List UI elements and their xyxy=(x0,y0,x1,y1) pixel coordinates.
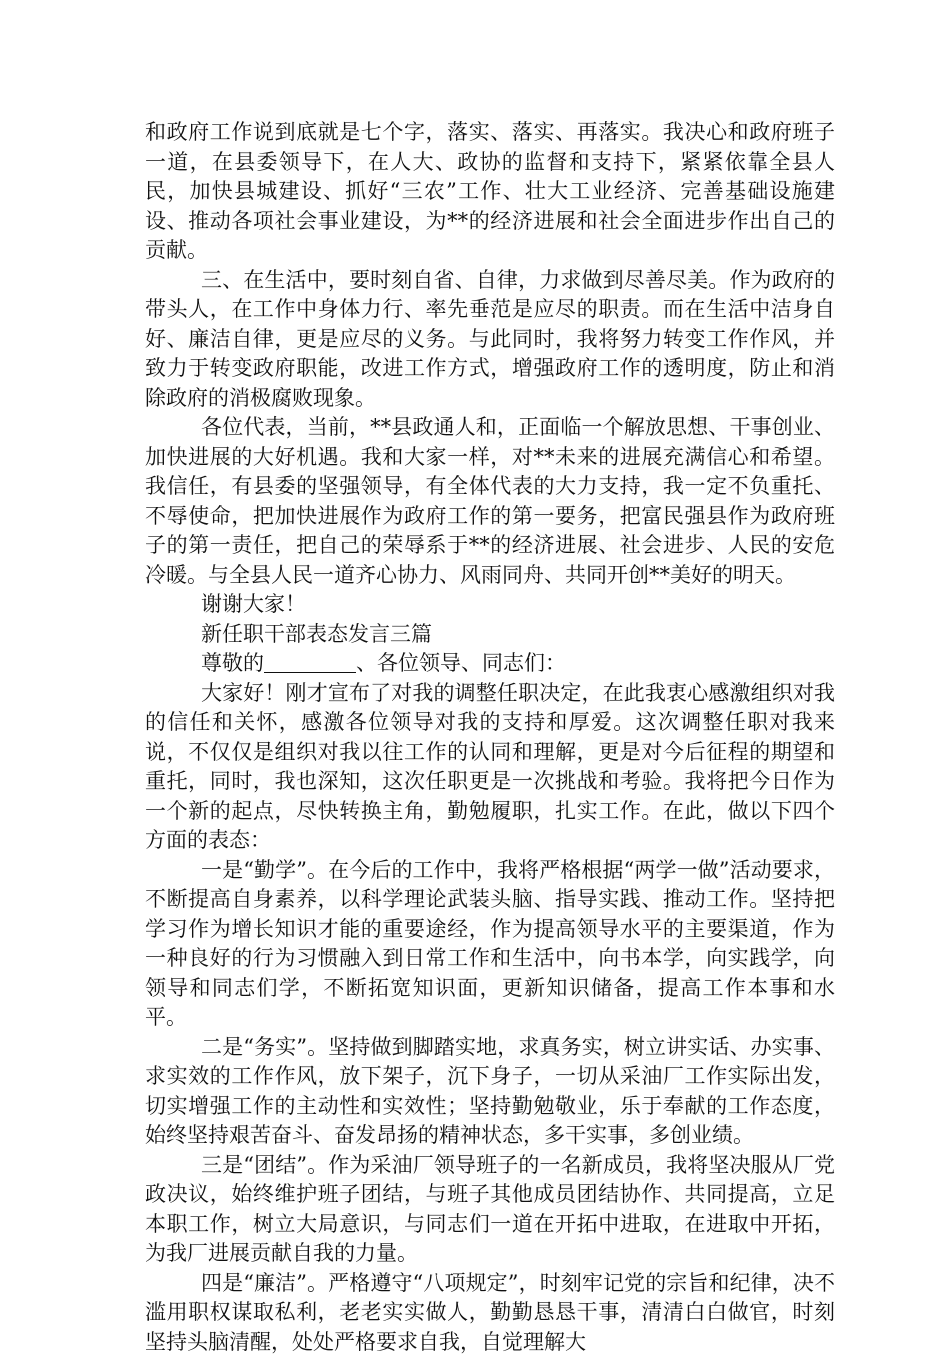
paragraph-greeting: 大家好！刚才宣布了对我的调整任职决定，在此我衷心感激组织对我的信任和关怀，感激各位领导对我的支持和厚爱。这次调整任职对我来说，不仅仅是组织对我以往工作的认同和理解，更是对今后征程的期望和重托，同时，我也深知，这次任职更是一次挑战和考验。我将把今日作为一个新的起点，尽快转换主角，勤勉履职，扎实工作。在此，做以下四个方面的表态： xyxy=(145,679,835,856)
document-body xyxy=(145,118,835,1357)
section-title: 新任职干部表态发言三篇 xyxy=(145,620,835,650)
paragraph-delegates: 各位代表，当前，**县政通人和，正面临一个解放思想、干事创业、加快进展的大好机遇。我和大家一样，对**未来的进展充满信心和希望。我信任，有县委的坚强领导，有全体代表的大力支持，我一定不负重托、不辱使命，把加快进展作为政府工作的第一要务，把富民强县作为政府班子的第一责任，把自己的荣辱系于**的经济进展、社会进步、人民的安危冷暖。与全县人民一道齐心协力、风雨同舟、共同开创**美好的明天。 xyxy=(145,413,835,590)
paragraph-thanks: 谢谢大家！ xyxy=(145,590,835,620)
paragraph-study: 一是“勤学”。在今后的工作中，我将严格根据“两学一做”活动要求，不断提高自身素养，以科学理论武装头脑、指导实践、推动工作。坚持把学习作为增长知识才能的重要途经，作为提高领导水平的主要渠道，作为一种良好的行为习惯融入到日常工作和生活中，向书本学，向实践学，向领导和同志们学，不断拓宽知识面，更新知识储备，提高工作本事和水平。 xyxy=(145,856,835,1033)
salutation-blank xyxy=(264,652,356,673)
salutation-prefix: 尊敬的 xyxy=(201,651,264,675)
paragraph-point-three: 三、在生活中，要时刻自省、自律，力求做到尽善尽美。作为政府的带头人，在工作中身体力行、率先垂范是应尽的职责。而在生活中洁身自好、廉洁自律，更是应尽的义务。与此同时，我将努力转变工作作风，并致力于转变政府职能，改进工作方式，增强政府工作的透明度，防止和消除政府的消极腐败现象。 xyxy=(145,266,835,414)
paragraph-integrity: 四是“廉洁”。严格遵守“八项规定”，时刻牢记党的宗旨和纪律，决不滥用职权谋取私利，老老实实做人，勤勤恳恳干事，清清白白做官，时刻坚持头脑清醒，处处严格要求自我，自觉理解大 xyxy=(145,1269,835,1357)
paragraph-unity: 三是“团结”。作为采油厂领导班子的一名新成员，我将坚决服从厂党政决议，始终维护班子团结，与班子其他成员团结协作、共同提高，立足本职工作，树立大局意识，与同志们一道在开拓中进取，在进取中开拓，为我厂进展贡献自我的力量。 xyxy=(145,1151,835,1269)
salutation xyxy=(145,649,835,679)
paragraph-pragmatic: 二是“务实”。坚持做到脚踏实地，求真务实，树立讲实话、办实事、求实效的工作作风，放下架子，沉下身子，一切从采油厂工作实际出发，切实增强工作的主动性和实效性；坚持勤勉敬业，乐于奉献的工作态度，始终坚持艰苦奋斗、奋发昂扬的精神状态，多干实事，多创业绩。 xyxy=(145,1033,835,1151)
salutation-suffix: 、各位领导、同志们： xyxy=(356,651,566,675)
paragraph-continuation: 和政府工作说到底就是七个字，落实、落实、再落实。我决心和政府班子一道，在县委领导下，在人大、政协的监督和支持下，紧紧依靠全县人民，加快县城建设、抓好“三农”工作、壮大工业经济、完善基础设施建设、推动各项社会事业建设，为**的经济进展和社会全面进步作出自己的贡献。 xyxy=(145,118,835,266)
